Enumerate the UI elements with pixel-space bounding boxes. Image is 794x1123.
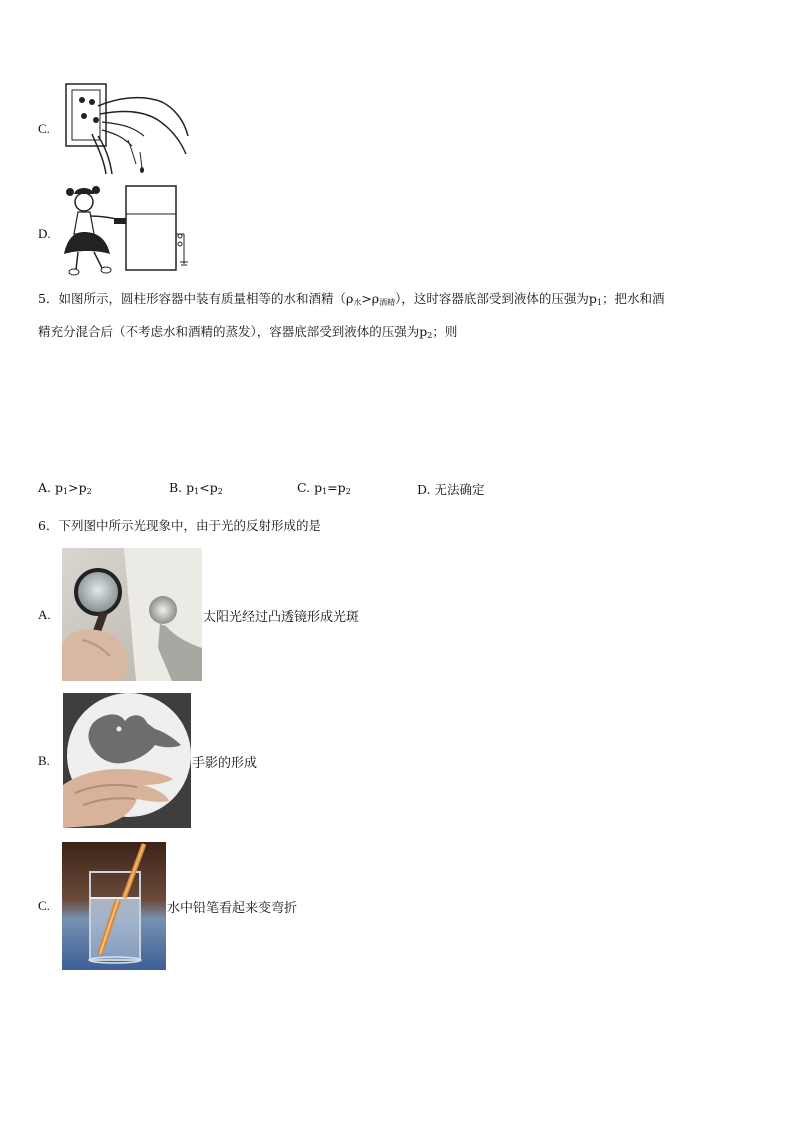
option-label-d: D.	[38, 226, 51, 241]
choice-b: B. $p_1<p_2$	[169, 480, 223, 496]
question-6-stem: 6．下列图中所示光现象中，由于光的反射形成的是	[38, 518, 321, 533]
choice-a: A. $p_1>p_2$	[38, 480, 92, 496]
q6-caption-c: 水中铅笔看起来变弯折	[167, 901, 298, 916]
hand-shadow-photo	[63, 693, 191, 828]
pencil-in-water-photo	[62, 842, 166, 970]
q6-caption-b: 手影的形成	[192, 756, 258, 771]
magnifier-photo	[62, 548, 202, 681]
q6-option-label-a: A.	[38, 607, 51, 622]
q6-option-label-c: C.	[38, 898, 50, 913]
girl-refrigerator-illustration	[62, 184, 188, 278]
question-5-line-1: 5．如图所示，圆柱形容器中装有质量相等的水和酒精$(\rho_水>\rho_{酒精})$，这时容器底部受到液体的压强为$p_1$；把水和酒	[38, 291, 665, 307]
question-5-line-2: 精充分混合后（不考虑水和酒精的蒸发），容器底部受到液体的压强为$p_2$；则	[38, 324, 458, 340]
plug-pulling-illustration	[62, 80, 189, 176]
choice-d: D. 无法确定	[417, 482, 485, 497]
q6-caption-a: 太阳光经过凸透镜形成光斑	[203, 610, 360, 625]
choice-c: C. $p_1=p_2$	[297, 480, 351, 496]
option-label-c: C.	[38, 121, 50, 136]
q6-option-label-b: B.	[38, 753, 50, 768]
